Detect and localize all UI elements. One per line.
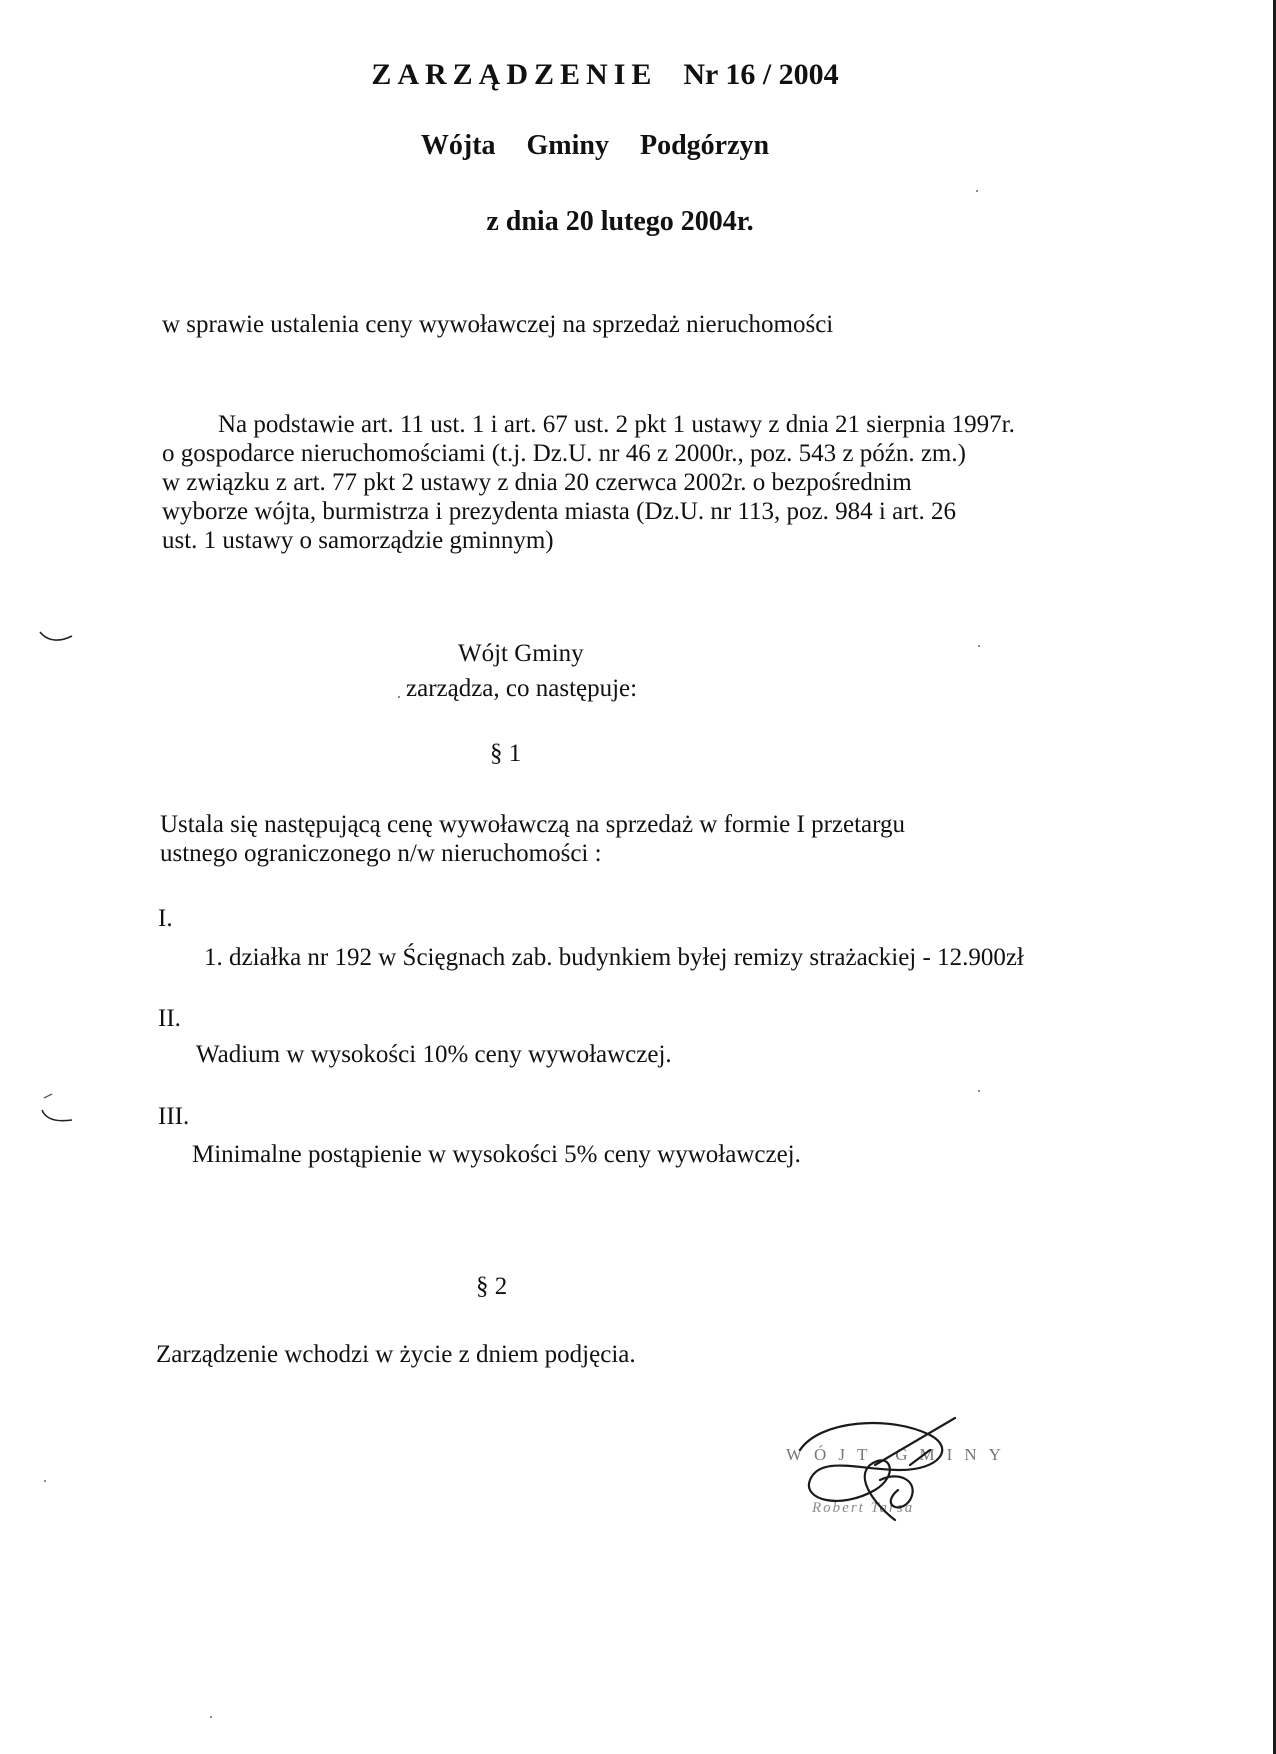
- title-number: Nr 16 / 2004: [683, 58, 839, 91]
- document-subtitle: [0, 130, 1190, 162]
- intro-line: ustnego ograniczonego n/w nieruchomości :: [160, 840, 602, 867]
- point-text: 1. działka nr 192 w Ścięgnach zab. budynkiem byłej remizy strażackiej - 12.900zł: [204, 944, 1024, 971]
- document-title: [0, 58, 1210, 92]
- legal-basis-line: ust. 1 ustawy o samorządzie gminnym): [162, 527, 554, 554]
- enactment-clause: Zarządzenie wchodzi w życie z dniem podjęcia.: [156, 1341, 636, 1368]
- signature-mark: [780, 1410, 1000, 1550]
- section-2-heading: § 2: [476, 1273, 508, 1300]
- subtitle-part: Wójta: [420, 130, 496, 161]
- intro-line: Ustala się następującą cenę wywoławczą na sprzedaż w formie I przetargu: [160, 811, 906, 838]
- point-numeral: II.: [158, 1005, 181, 1032]
- document-subject: w sprawie ustalenia ceny wywoławczej na sprzedaż nieruchomości: [162, 311, 834, 338]
- scan-speck: [978, 1090, 980, 1092]
- point-numeral: I.: [158, 905, 173, 932]
- authority-line: Wójt Gminy: [458, 640, 584, 667]
- legal-basis-line: o gospodarce nieruchomościami (t.j. Dz.U. nr 46 z 2000r., poz. 543 z późn. zm.): [162, 440, 966, 467]
- scan-speck: [210, 1716, 212, 1718]
- stamp-text: WÓJT GMINY: [786, 1445, 1013, 1464]
- legal-basis-line: w związku z art. 77 pkt 2 ustawy z dnia 20 czerwca 2002r. o bezpośrednim: [162, 469, 912, 496]
- title-word: ZARZĄDZENIE: [371, 58, 658, 91]
- subtitle-part: Gminy: [526, 130, 609, 161]
- subtitle-part: Podgórzyn: [640, 130, 770, 161]
- margin-mark: [38, 1090, 78, 1130]
- section-1-heading: § 1: [490, 740, 522, 767]
- legal-basis-line: wyborze wójta, burmistrza i prezydenta miasta (Dz.U. nr 113, poz. 984 i art. 26: [162, 498, 956, 525]
- scan-speck: [44, 1480, 46, 1482]
- legal-basis-line: Na podstawie art. 11 ust. 1 i art. 67 ust. 2 pkt 1 ustawy z dnia 21 sierpnia 1997r.: [218, 411, 1015, 438]
- margin-mark: [38, 628, 78, 648]
- point-text: Wadium w wysokości 10% ceny wywoławczej.: [196, 1041, 672, 1068]
- orders-line: zarządza, co następuje:: [406, 675, 638, 702]
- point-numeral: III.: [158, 1103, 190, 1130]
- scan-speck: [978, 645, 980, 647]
- stamp-name: Robert Tarsa: [812, 1500, 915, 1516]
- document-date: z dnia 20 lutego 2004r.: [486, 206, 754, 237]
- scan-speck: [398, 696, 400, 698]
- legal-basis: [162, 410, 1015, 555]
- scan-speck: [976, 190, 978, 192]
- section-1-intro: [160, 810, 905, 868]
- point-text: Minimalne postąpienie w wysokości 5% ceny wywoławczej.: [192, 1141, 801, 1168]
